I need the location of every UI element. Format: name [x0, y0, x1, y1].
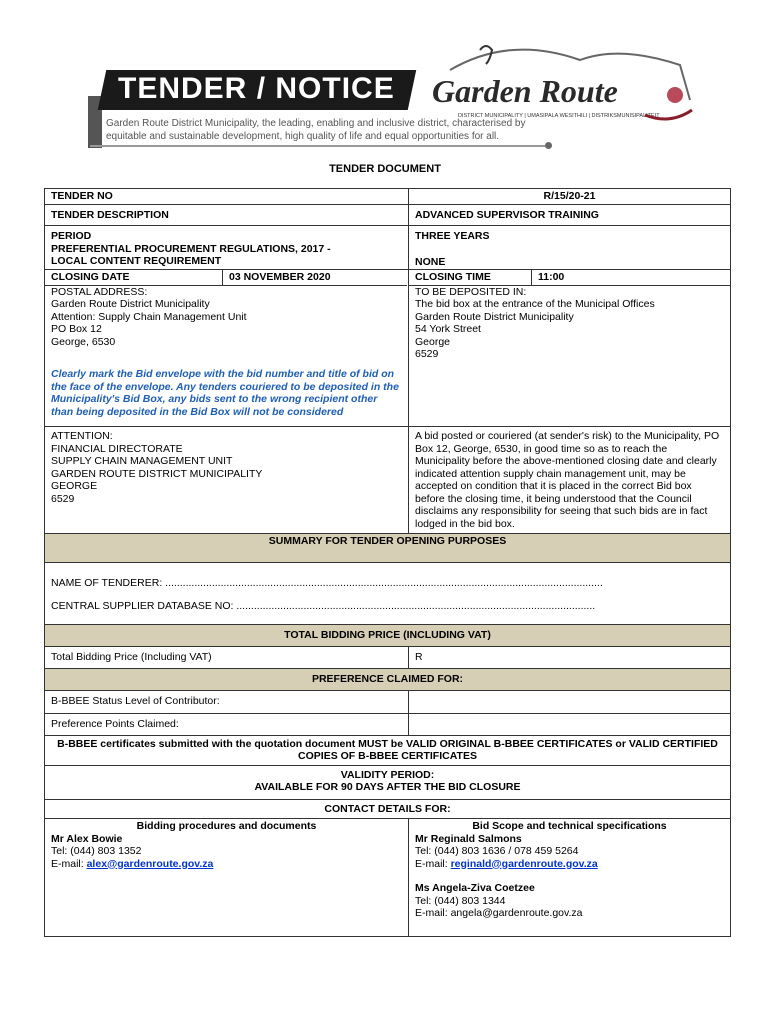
attention-row [45, 427, 731, 534]
closing-date-cell [45, 270, 409, 427]
summary-heading-row [45, 534, 731, 563]
period-values [409, 226, 731, 270]
logo-name: Garden Route [432, 73, 618, 109]
attention-cell [45, 427, 409, 534]
price-heading: TOTAL BIDDING PRICE (INCLUDING VAT) [45, 625, 731, 647]
logo-subtitle: DISTRICT MUNICIPALITY | UMASIPALA WESITHILI | DISTRIKSMUNISIPALITEIT [458, 113, 660, 119]
price-heading-row [45, 625, 731, 647]
validity-cell [45, 765, 731, 799]
summary-row [45, 563, 731, 625]
attention-line: GEORGE [51, 480, 98, 492]
period-value: THREE YEARS [415, 230, 490, 242]
logo-flower-icon [667, 87, 683, 103]
contact-left-name: Mr Alex Bowie [51, 832, 123, 845]
period-label: PERIOD [51, 230, 92, 242]
points-label: Preference Points Claimed: [45, 714, 409, 736]
closing-row [45, 270, 731, 427]
contact-right-title: Bid Scope and technical specifications [472, 820, 667, 832]
postal-line: George, 6530 [51, 335, 116, 348]
tender-description-value: ADVANCED SUPERVISOR TRAINING [409, 204, 731, 226]
postal-line: POSTAL ADDRESS: [51, 285, 148, 298]
tender-no-value: R/15/20-21 [409, 189, 731, 205]
lcr-value: NONE [415, 255, 446, 268]
banner-separator: / [256, 72, 267, 105]
contact-right2-name: Ms Angela-Ziva Coetzee [415, 882, 535, 894]
contact-right-email-label: E-mail: [415, 857, 451, 870]
contact-right-tel: Tel: (044) 803 1636 / 078 459 5264 [415, 845, 579, 857]
closing-time-value: 11:00 [532, 270, 730, 286]
tagline: Garden Route District Municipality, the leading, enabling and inclusive district, characterised by equitable and sustainable development, high quality of life and equal opportunities for all. [106, 118, 526, 142]
deposit-line: TO BE DEPOSITED IN: [415, 285, 527, 298]
tender-description-label: TENDER DESCRIPTION [45, 204, 409, 226]
tender-description-row [45, 204, 731, 226]
tender-table [44, 188, 731, 937]
contact-left [45, 819, 409, 937]
attention-line: 6529 [51, 492, 75, 505]
document-title: TENDER DOCUMENT [329, 163, 441, 175]
contact-left-email-label: E-mail: [51, 857, 87, 870]
closing-date-label: CLOSING DATE [45, 270, 223, 286]
bbbee-row [45, 690, 731, 714]
preference-heading: PREFERENCE CLAIMED FOR: [45, 669, 731, 691]
postal-line: PO Box 12 [51, 323, 102, 335]
header-underline [90, 145, 545, 147]
attention-line: SUPPLY CHAIN MANAGEMENT UNIT [51, 455, 233, 467]
contact-left-title: Bidding procedures and documents [136, 820, 317, 832]
summary-fields [45, 563, 731, 625]
contact-right2-email: E-mail: angela@gardenroute.gov.za [415, 907, 583, 919]
ppr-label: PREFERENTIAL PROCUREMENT REGULATIONS, 2017 - [51, 242, 331, 255]
attention-line: GARDEN ROUTE DISTRICT MUNICIPALITY [51, 467, 263, 480]
deposit-line: Garden Route District Municipality [415, 310, 574, 323]
deposit-line: 6529 [415, 348, 439, 360]
deposit-line: George [415, 335, 451, 348]
attention-line: FINANCIAL DIRECTORATE [51, 442, 183, 455]
price-label: Total Bidding Price (Including VAT) [45, 646, 409, 669]
contacts-row [45, 819, 731, 937]
contact-right-name: Mr Reginald Salmons [415, 832, 522, 845]
csd-number-field: CENTRAL SUPPLIER DATABASE NO: ........................................................................................................................... [51, 599, 596, 612]
tenderer-name-field: NAME OF TENDERER: ...................................................................................................................................................... [51, 577, 603, 589]
deposit-line: 54 York Street [415, 323, 481, 335]
closing-time-cell [409, 270, 731, 427]
contact-right-email-link[interactable]: reginald@gardenroute.gov.za [450, 857, 598, 870]
contact-left-email-link[interactable]: alex@gardenroute.gov.za [86, 857, 214, 870]
posted-note: A bid posted or couriered (at sender's risk) to the Municipality, PO Box 12, George, 6530, in good time so as to reach the Municipality before the above-mentioned closing date and clearly indicated attention supply chain management unit, may be accepted on condition that it is placed in the correct Bid box before the closing time, it being understood that the Council disclaims any responsibility for seeing that such bids are in fact lodged in the bid box. [409, 427, 731, 534]
cert-note: B-BBEE certificates submitted with the quotation document MUST be VALID ORIGINAL B-BBEE CERTIFICATES or VALID CERTIFIED COPIES OF B-BBEE CERTIFICATES [45, 735, 731, 765]
validity-heading: VALIDITY PERIOD: [340, 768, 435, 781]
lcr-label: LOCAL CONTENT REQUIREMENT [51, 255, 222, 267]
banner-left: TENDER [118, 72, 248, 105]
tender-no-label: TENDER NO [45, 189, 409, 205]
contact-right2-tel: Tel: (044) 803 1344 [415, 894, 506, 907]
price-value: R [409, 646, 731, 669]
contact-left-tel: Tel: (044) 803 1352 [51, 845, 142, 857]
header-dot [545, 142, 552, 149]
postal-address [45, 286, 408, 427]
attention-line: ATTENTION: [51, 430, 113, 442]
closing-time-label: CLOSING TIME [409, 270, 532, 286]
price-row [45, 646, 731, 669]
tender-no-row [45, 189, 731, 205]
deposit-line: The bid box at the entrance of the Municipal Offices [415, 298, 655, 310]
contacts-heading-row [45, 799, 731, 819]
summary-heading: SUMMARY FOR TENDER OPENING PURPOSES [45, 534, 731, 563]
contacts-heading: CONTACT DETAILS FOR: [45, 799, 731, 819]
postal-line: Attention: Supply Chain Management Unit [51, 310, 247, 323]
deposit-address [409, 286, 730, 361]
closing-date-value: 03 NOVEMBER 2020 [223, 270, 407, 286]
points-row [45, 714, 731, 736]
postal-line: Garden Route District Municipality [51, 298, 210, 310]
bbbee-label: B-BBEE Status Level of Contributor: [45, 690, 409, 714]
validity-row [45, 765, 731, 799]
contact-right [409, 819, 731, 937]
bbbee-value [409, 690, 731, 714]
banner-right: NOTICE [275, 72, 395, 105]
banner-title [118, 72, 395, 106]
points-value [409, 714, 731, 736]
garden-route-logo [430, 40, 700, 130]
bid-envelope-notice: Clearly mark the Bid envelope with the bid number and title of bid on the face of the envelope. Any tenders couriered to be deposited in the Municipality's Bid Box, any bids sent to the wrong recipient other than being deposited in the Bid Box will not be considered [51, 368, 399, 418]
cert-note-row [45, 735, 731, 765]
validity-detail: AVAILABLE FOR 90 DAYS AFTER THE BID CLOSURE [254, 781, 521, 793]
period-labels [45, 226, 409, 270]
period-row [45, 226, 731, 270]
preference-heading-row [45, 669, 731, 691]
